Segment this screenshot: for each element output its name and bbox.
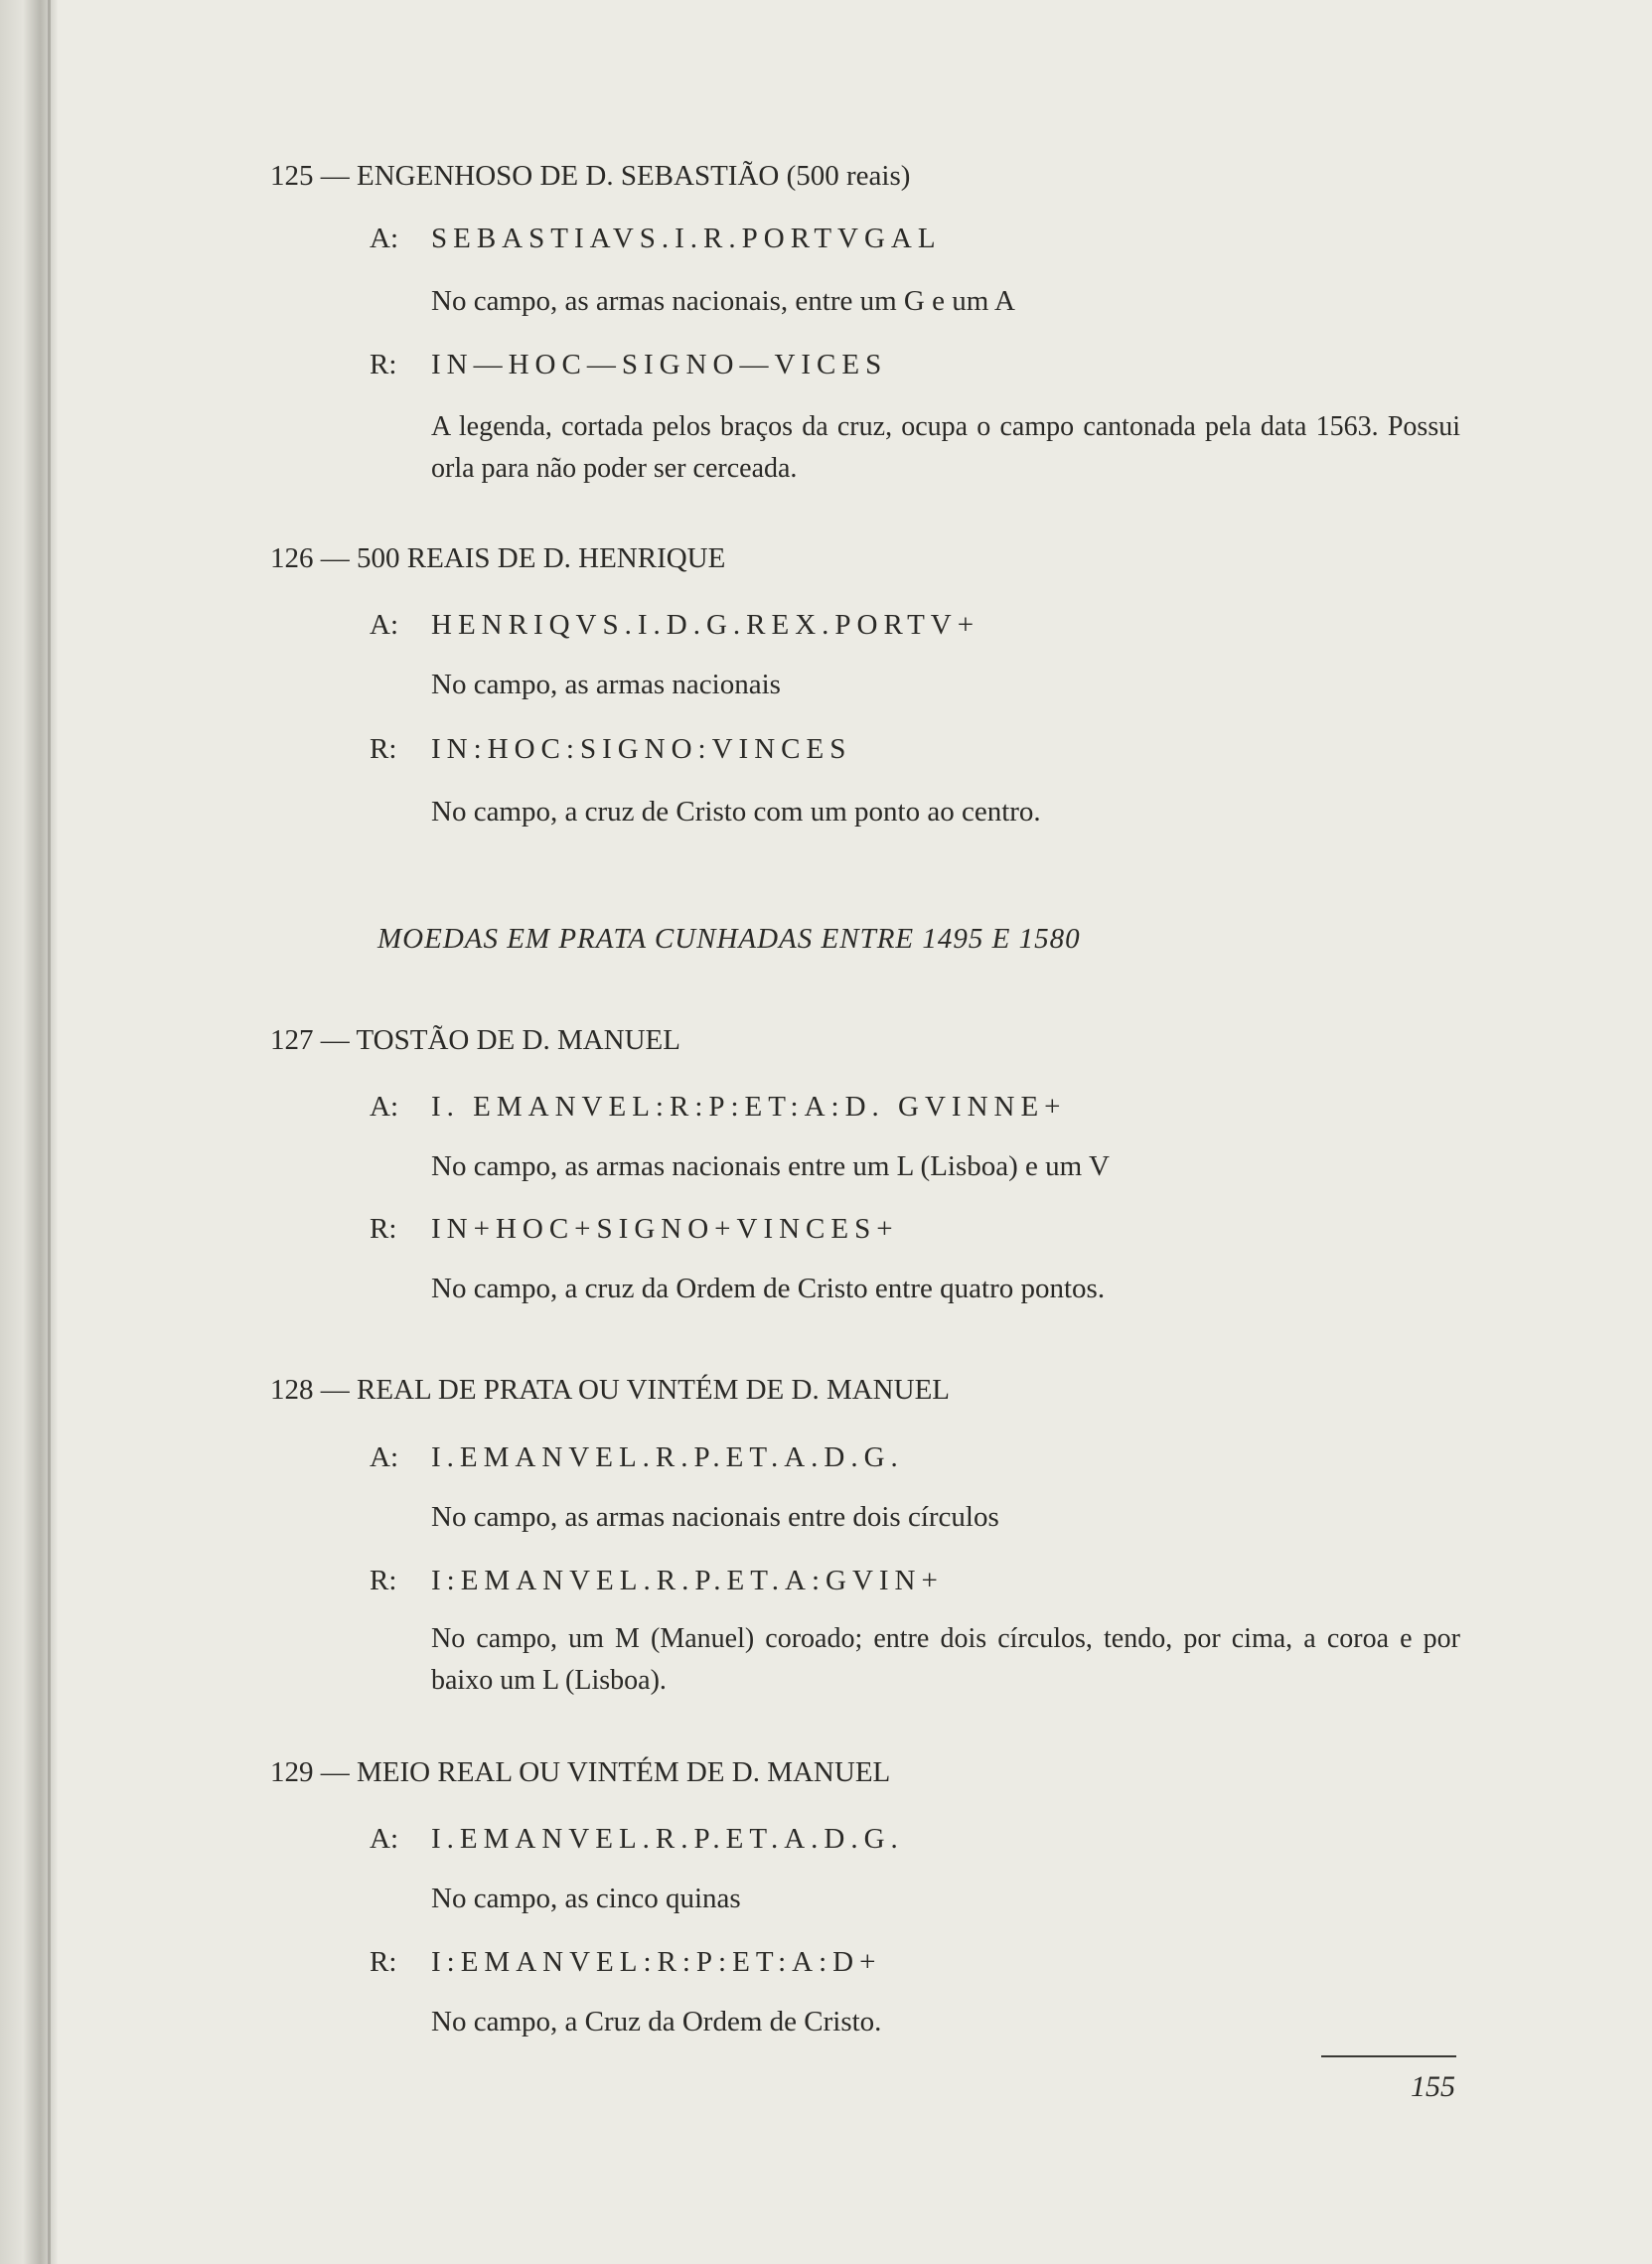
obverse-label: A: [370,609,398,641]
reverse-description: A legenda, cortada pelos braços da cruz, ocupa o campo cantonada pela data 1563. Possui orla para não poder ser cerceada. [431,411,1460,484]
reverse-description: No campo, a cruz de Cristo com um ponto ao centro. [431,796,1041,828]
entry-title-126: 126 — 500 REAIS DE D. HENRIQUE [270,542,726,574]
entry-title-127: 127 — TOSTÃO DE D. MANUEL [270,1024,680,1056]
obverse-description: No campo, as armas nacionais [431,669,781,700]
obverse-description: No campo, as armas nacionais entre um L (Lisboa) e um V [431,1150,1110,1182]
reverse-label: R: [370,1946,397,1978]
section-heading: MOEDAS EM PRATA CUNHADAS ENTRE 1495 E 1580 [377,923,1081,955]
obverse-legend: I. EMANVEL:R:P:ET:A:D. GVINNE+ [431,1091,1067,1123]
obverse-label: A: [370,1441,398,1473]
obverse-legend: SEBASTIAVS.I.R.PORTVGAL [431,223,942,254]
obverse-legend: I.EMANVEL.R.P.ET.A.D.G. [431,1441,904,1473]
reverse-description: No campo, um M (Manuel) coroado; entre dois círculos, tendo, por cima, a coroa e por baixo um L (Lisboa). [431,1623,1460,1696]
reverse-legend: IN:HOC:SIGNO:VINCES [431,733,852,765]
obverse-legend: I.EMANVEL.R.P.ET.A.D.G. [431,1823,904,1855]
obverse-legend: HENRIQVS.I.D.G.REX.PORTV+ [431,609,980,641]
entry-title-128: 128 — REAL DE PRATA OU VINTÉM DE D. MANUEL [270,1374,950,1406]
footer-rule [1321,2055,1456,2057]
obverse-label: A: [370,223,398,254]
reverse-label: R: [370,1213,397,1245]
entry-title-129: 129 — MEIO REAL OU VINTÉM DE D. MANUEL [270,1756,891,1788]
obverse-description: No campo, as armas nacionais, entre um G e um A [431,285,1015,317]
reverse-label: R: [370,1565,397,1596]
page-number: 155 [1411,2070,1455,2103]
obverse-description: No campo, as cinco quinas [431,1883,741,1914]
obverse-label: A: [370,1091,398,1123]
entry-title-125: 125 — ENGENHOSO DE D. SEBASTIÃO (500 reais) [270,160,911,192]
reverse-legend: I:EMANVEL:R:P:ET:A:D+ [431,1946,882,1978]
reverse-legend: I:EMANVEL.R.P.ET.A:GVIN+ [431,1565,944,1596]
reverse-description: No campo, a cruz da Ordem de Cristo entre quatro pontos. [431,1273,1106,1304]
obverse-description: No campo, as armas nacionais entre dois círculos [431,1501,999,1533]
reverse-legend: IN+HOC+SIGNO+VINCES+ [431,1213,899,1245]
obverse-label: A: [370,1823,398,1855]
reverse-legend: IN—HOC—SIGNO—VICES [431,349,888,380]
reverse-label: R: [370,733,397,765]
reverse-description: No campo, a Cruz da Ordem de Cristo. [431,2006,882,2038]
reverse-label: R: [370,349,397,380]
